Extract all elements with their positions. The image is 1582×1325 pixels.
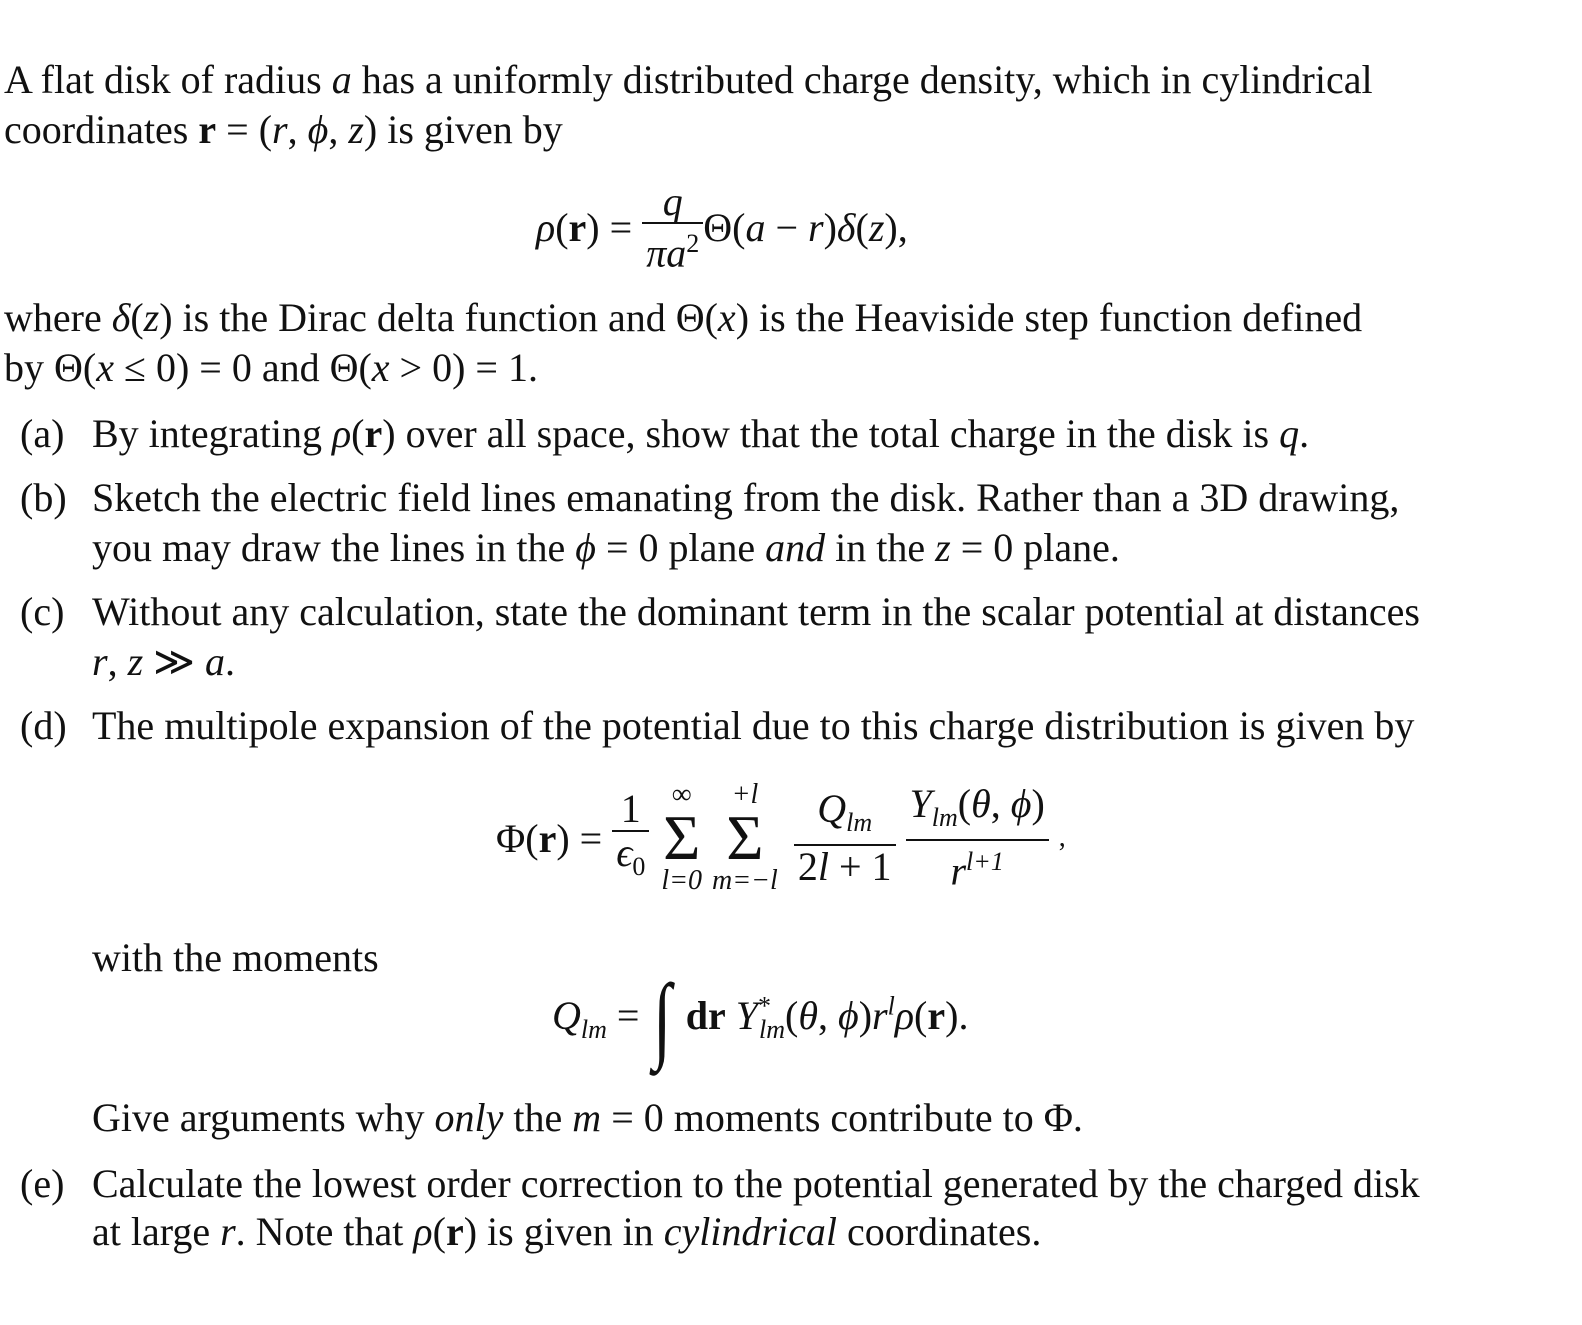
part-d-line-1: The multipole expansion of the potential due to this charge distribution is given by	[92, 703, 1415, 748]
part-b-label: (b)	[20, 475, 67, 520]
where-line-2: by Θ(x ≤ 0) = 0 and Θ(x > 0) = 1.	[4, 345, 538, 390]
part-c-label: (c)	[20, 589, 65, 634]
with-the-moments: with the moments	[92, 935, 379, 980]
part-e-label: (e)	[20, 1161, 65, 1206]
part-c-line-2: r, z ≫ a.	[92, 639, 236, 684]
part-d-label: (d)	[20, 703, 67, 748]
where-line-1: where δ(z) is the Dirac delta function and Θ(x) is the Heaviside step function defined	[4, 295, 1363, 340]
give-arguments: Give arguments why only the m = 0 moments contribute to Φ.	[92, 1095, 1083, 1140]
part-a-label: (a)	[20, 411, 65, 456]
sum-over-l: ∞ Σ l=0	[661, 779, 703, 896]
charge-density-equation: ρ(r) = $\frac{q}{\pi a^2}$ Θ(a − r)δ(z),	[536, 179, 908, 276]
part-a-text: By integrating ρ(r) over all space, show that the total charge in the disk is q.	[92, 411, 1310, 456]
part-b-line-2: you may draw the lines in the ϕ = 0 plane and in the z = 0 plane.	[92, 525, 1120, 570]
part-b-line-1: Sketch the electric field lines emanating from the disk. Rather than a 3D drawing,	[92, 475, 1400, 520]
part-c-line-1: Without any calculation, state the dominant term in the scalar potential at distances	[92, 589, 1420, 634]
integral-sign: ∫	[653, 964, 672, 1071]
part-e-line-1: Calculate the lowest order correction to the potential generated by the charged disk	[92, 1161, 1420, 1206]
sum-over-m: +l Σ m=−l	[712, 779, 778, 896]
fraction-q-over-pi-a2: $\frac{q}{\pi a^2}$	[642, 182, 703, 273]
moments-equation: $Q_{lm}$ = ∫ dr $Y^*_{lm}(\theta$, $\phi)r^l\rho(r)$.	[552, 964, 969, 1071]
part-e-line-2: at large r. Note that ρ(r) is given in cylindrical coordinates.	[92, 1209, 1042, 1254]
intro-line-2: coordinates r = (r, ϕ, z) is given by	[4, 107, 563, 152]
intro-line-1: A flat disk of radius a has a uniformly distributed charge density, which in cylindrical	[4, 57, 1373, 102]
multipole-expansion-equation: Φ(r) = $\frac{1}{\epsilon_0}$ ∞ Σ l=0 +l Σ m=−l $\frac{Q_{lm}}{2l + 1}$ $\frac{Y_{lm}(\theta, \phi)}{r^{l+1}}$ ,	[496, 779, 1066, 896]
